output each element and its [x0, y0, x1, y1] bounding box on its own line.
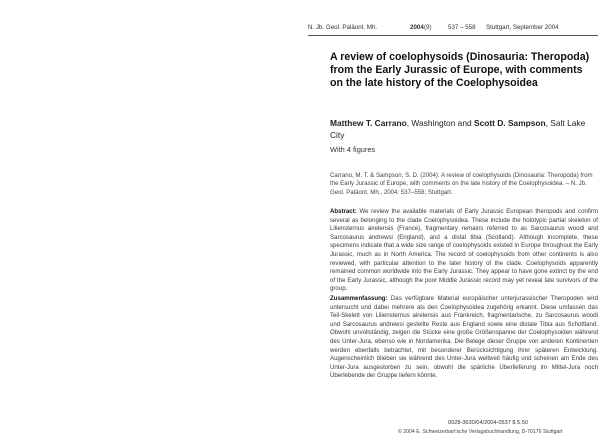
author-sampson: Scott D. Sampson — [473, 118, 546, 128]
journal-name: N. Jb. Geol. Paläont. Mh. — [308, 24, 378, 31]
author-line — [330, 118, 598, 141]
zusammenfassung-text: Das verfügbare Material europäischer unterjurassischer Theropoden wird untersucht und dabei mehrere als den Coelophysoidea zugehörig erkannt. Diese umfassen das Teil-Skelett von Liliensternus airelensis aus Frankreich, fragmentarische, zu Sarcosaurus woodi und Sarcosaurus andrewsi gestellte Reste aus England sowie eine distale Tibia aus Schottland. Obwohl unvollständig, zeigen die Stücke eine große Größenspanne der Coelophysoiden während des Unter-Jura, ebenso wie in Nordamerika. Die Belege dieser Gruppe von anderen Kontinenten werden ebenfalls betrachtet, mit besonderer Berücksichtigung ihrer späteren Entwicklung. Augenscheinlich blieben sie während des Unter-Jura weltweit häufig und scheinen am Ende des Unter-Jura ausgestorben zu sein, obwohl die spärliche Überlieferung im Mittel-Jura noch Überlebende der Gruppe liefern könnte. — [330, 295, 598, 380]
abstract-section — [330, 208, 598, 294]
header-rule — [308, 35, 598, 36]
issn-line: 0028-3630/04/2004-0537 $ 5.50 — [448, 420, 528, 426]
abstract-heading: Abstract: — [330, 208, 357, 215]
affiliation-washington: , Washington and — [406, 118, 474, 128]
running-header — [308, 23, 598, 33]
article-title: A review of coelophysoids (Dinosauria: Theropoda) from the Early Jurassic of Europe, with comments on the late history of the Coelophysoidea — [330, 51, 590, 89]
journal-year: 2004 — [410, 24, 424, 31]
journal-issue: (9) — [424, 24, 432, 31]
publication-date: Stuttgart, September 2004 — [486, 24, 559, 31]
abstract-text: We review the available materials of Early Jurassic European theropods and confirm several as belonging to the clade Coelophysoidea. These include the holotypic partial skeleton of Liliensternus airelensis (France), fragmentary remains referred to as Sarcosaurus woodi and Sarcosaurus andrewsi (England), and a distal tibia (Scotland). Although incomplete, these specimens indicate that a wide size range of coelophysoids existed in Europe throughout the Early Jurassic, much as in North America. The record of coelophysoids from other continents is also reviewed, with particular attention to the later history of the clade. Coelophysoids apparently remained common worldwide into the Early Jurassic. They appear to have gone extinct by the end of the Early Jurassic, although the poor Middle Jurassic record may yet reveal late survivors of the group. — [330, 208, 598, 293]
page-range: 537 – 558 — [448, 24, 476, 31]
figures-note: With 4 figures — [330, 145, 376, 154]
zusammenfassung-heading: Zusammenfassung: — [330, 295, 388, 302]
affiliation-salt-lake-city: , Salt Lake City — [330, 118, 586, 140]
copyright-line: © 2004 E. Schweizerbart'sche Verlagsbuchhandlung, D-70176 Stuttgart — [398, 429, 563, 435]
zusammenfassung-section — [330, 295, 598, 381]
author-carrano: Matthew T. Carrano — [330, 118, 407, 128]
citation-block: Carrano, M. T. & Sampson, S. D. (2004): A review of coelophysoids (Dinosauria: Theropoda) from the Early Jurassic of Europe, with comments on the late history of the Coelophysoidea. – N. Jb. Geol. Paläont. Mh., 2004: 537–558; Stuttgart. — [330, 172, 593, 196]
